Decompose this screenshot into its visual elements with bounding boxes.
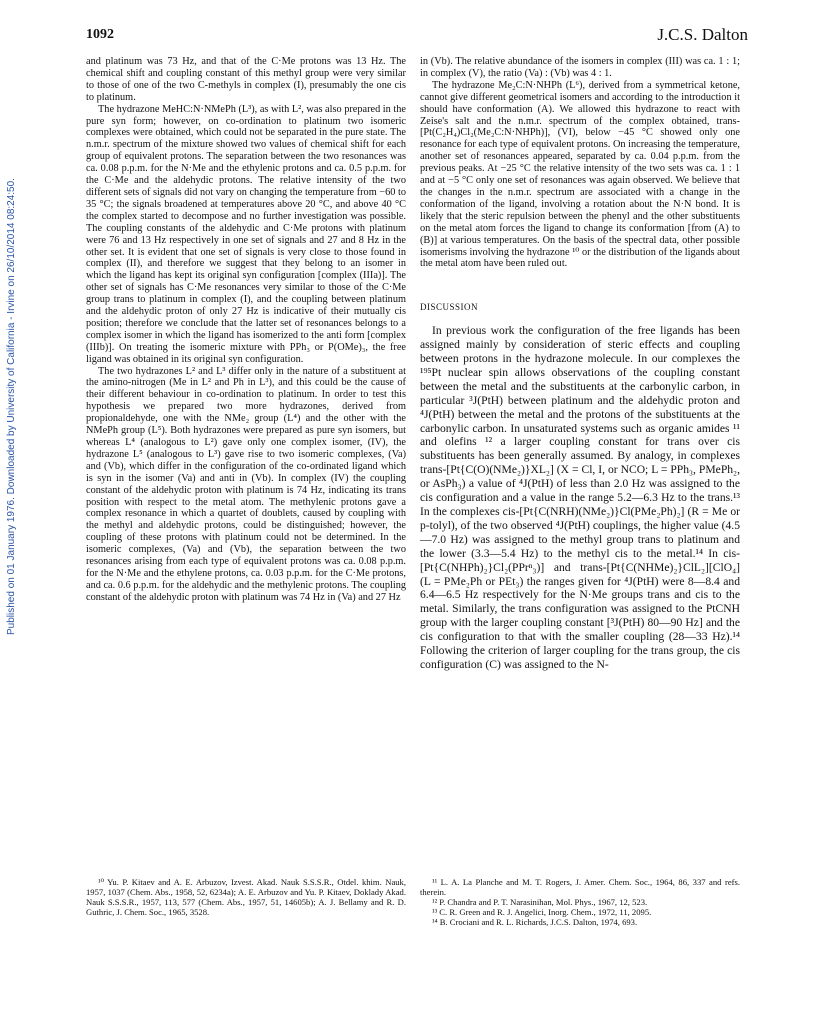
section-heading: DISCUSSION — [420, 302, 479, 313]
paragraph: In previous work the configuration of the free ligands has been assigned mainly by consideration of steric effects and coupling between protons in the hydrazone molecule. In our complexes the ¹⁹⁵Pt nuclear spin allows observations of the coupling constant between the metal and the substituents at the carbonylic carbon, in particular ³J(PtH) between platinum and the aldehydic proton and ⁴J(PtH) between the metal and the protons of the substituents at the carbonylic carbon. In unsaturated systems such as organic amides ¹¹ and olefins ¹² a larger coupling constant for trans over cis substituents has been generally assumed. By analogy, in complexes trans-[Pt{C(O)(NMe₂)}XL₂] (X = Cl, I, or NCO; L = PPh₃, PMePh₂, or AsPh₃) a value of ⁴J(PtH) of less than 2.0 Hz was assigned to the cis configuration and a value in the range 5.2—6.3 Hz to the trans.¹³ In the complexes cis-[Pt{C(NRH)(NMe₂)}Cl(PMe₂Ph)₂] (R = Me or p-tolyl), of the two observed ⁴J(PtH) couplings, the higher value (4.5—7.0 Hz) was assigned to the methyl group trans to platinum and the lower (3.3—5.4 Hz) to the methyl cis to the metal.¹⁴ In cis-[Pt{C(NHPh)₂}Cl₂(PPrⁿ₃)] and trans-[Pt{C(NHMe)₂}ClL₂][ClO₄] (L = PMe₂Ph or PEt₃) the ranges given for ⁴J(PtH) were 8—8.4 and 6.4—6.5 Hz respectively for the N·Me groups trans and cis to the metal. Similarly, the trans configuration was assigned to the PtCNH group with the larger coupling constant [³J(PtH) 80—90 Hz] and the cis configuration to that with the smaller coupling (28—33 Hz).¹⁴ Following the criterion of larger coupling for the trans group, the cis configuration (C) was assigned to the N- — [420, 324, 740, 671]
left-column — [86, 56, 406, 604]
paragraph: in (Vb). The relative abundance of the isomers in complex (III) was ca. 1 : 1; in complex (V), the ratio (Va) : (Vb) was 4 : 1. — [420, 56, 740, 79]
footnote: ¹³ C. R. Green and R. J. Angelici, Inorg. Chem., 1972, 11, 2095. — [432, 907, 652, 917]
page-number: 1092 — [86, 27, 114, 42]
footnotes-left — [86, 877, 406, 917]
paragraph: The hydrazone Me₂C:N·NHPh (L⁶), derived from a symmetrical ketone, cannot give different geometrical isomers and according to the introduction it should have conformation (A). We allowed this hydrazone to react with Zeise's salt and the n.m.r. spectrum of the complex obtained, trans-[Pt(C₂H₄)Cl₂(Me₂C:N·NHPh)], (VI), below −45 °C showed only one resonance for each type of equivalent protons. On increasing the temperature, another set of resonances appeared, separated by ca. 0.04 p.p.m. from the previous peaks. At −25 °C the relative intensity of the two sets was ca. 1 : 1 and at −5 °C only one set of resonances was again observed. We believe that the changes in the n.m.r. spectrum are associated with a change in the conformation of the ligand, involving a rotation about the N·N bond. It is likely that the steric repulsion between the phenyl and the other substituents on the metal atom forces the ligand to change its conformation [from (A) to (B)] at various temperatures. On the basis of the spectral data, other possible isomerisms involving the hydrazone ¹⁰ or the distribution of the ligands about the metal atom have been ruled out. — [420, 79, 740, 270]
footnote: ¹² P. Chandra and P. T. Narasinihan, Mol. Phys., 1967, 12, 523. — [432, 897, 648, 907]
paragraph: and platinum was 73 Hz, and that of the C·Me protons was 13 Hz. The chemical shift and coupling constant of this methyl group were very similar to those of one of the two C-methyls in complex (I), presumably the one cis to platinum. — [86, 56, 406, 103]
download-notice: Published on 01 January 1976. Downloaded by University of California - Irvine on 26/10/2014 08:24:50. — [6, 178, 17, 635]
right-column — [420, 56, 740, 672]
footnotes-right — [420, 877, 740, 927]
journal-title: J.C.S. Dalton — [657, 25, 748, 44]
discussion-section — [420, 324, 740, 672]
paragraph: The two hydrazones L² and L³ differ only in the nature of a substituent at the amino-nitrogen (Me in L² and Ph in L³), and this could be the cause of their different behaviour in co-ordination to platinum. In order to test this hypothesis we prepared two more hydrazones, derived from propionaldehyde, one with the NMe₂ group (L⁴) and the other with the NMePh group (L⁵). Both hydrazones were prepared as pure syn isomers, but whereas L⁴ (analogous to L²) gave only one complex isomer, (IV), the hydrazone L⁵ (analogous to L³) gave rise to two isomeric complexes, (Va) and (Vb), which differ in the configuration of the co-ordinated ligand which is syn in the isomer (Va) and anti in (Vb). In complex (IV) the coupling constant of the aldehydic proton with platinum is 74 Hz, indicating its trans position with respect to the metal atom. The methylenic protons gave a complex resonance in which a quartet of doublets, caused by coupling with the methyl and aldehydic protons, could be distinguished; however, the coupling of these protons with platinum could not be determined. In the isomeric complexes, (Va) and (Vb), the separation between the two resonances arising from each type of equivalent protons was ca. 0.08 p.p.m. for the N·Me and the ethylene protons, ca. 0.03 p.p.m. for the C·Me protons, and ca. 0.6 p.p.m. for the aldehydic and the methylenic protons. The coupling constant of the aldehydic proton with platinum was 74 Hz in (Va) and 27 Hz — [86, 365, 406, 603]
footnote: ¹⁴ B. Crociani and R. L. Richards, J.C.S. Dalton, 1974, 693. — [432, 917, 638, 927]
footnote: ¹⁰ Yu. P. Kitaev and A. E. Arbuzov, Izvest. Akad. Nauk S.S.S.R., Otdel. khim. Nauk, 1957, 1037 (Chem. Abs., 1958, 52, 6234a); A. E. Arbuzov and Yu. P. Kitaev, Doklady Akad. Nauk S.S.S.R., 1957, 113, 577 (Chem. Abs., 1957, 51, 14605b); A. J. Bellamy and R. D. Guthric, J. Chem. Soc., 1965, 3528. — [86, 877, 406, 917]
paragraph: The hydrazone MeHC:N·NMePh (L³), as with L², was also prepared in the pure syn form; however, on co-ordination to platinum two isomeric complexes were obtained, which could not be separated in the pure state. The n.m.r. spectrum of the mixture showed two values of chemical shift for each group of equivalent protons. The separation between the two resonances was ca. 0.08 p.p.m. for the N·Me and the ethylenic protons and ca. 0.5 p.p.m. for the C·Me and the aldehydic protons. The relative intensity of the two different sets of signals did not vary on changing the temperature from −60 to 35 °C; the signals broadened at temperatures above 20 °C, and above 40 °C the complex started to decompose and no further investigation was possible. The coupling constants of the aldehydic and C·Me protons with platinum were 76 and 13 Hz respectively in one set of signals and 27 and 8 Hz in the other set. It is evident that one set of signals is very close to those found in complex (II), and therefore we suggest that they belong to an isomer in which the ligand has kept its original syn configuration [complex (IIIa)]. The other set of signals has C·Me resonances very similar to those of the C·Me group trans to platinum in complex (I), and the coupling between platinum and the aldehydic proton of only 27 Hz is indicative of their mutually cis position; therefore we conclude that the latter set of resonances belongs to a complex isomer in which the ligand has isomerized to the anti form [complex (IIIb)]. On treating the isomeric mixture with PPh₃ or P(OMe)₃, the free ligand was obtained in its original syn configuration. — [86, 103, 406, 365]
footnote: ¹¹ L. A. La Planche and M. T. Rogers, J. Amer. Chem. Soc., 1964, 86, 337 and refs. therein. — [420, 877, 740, 897]
